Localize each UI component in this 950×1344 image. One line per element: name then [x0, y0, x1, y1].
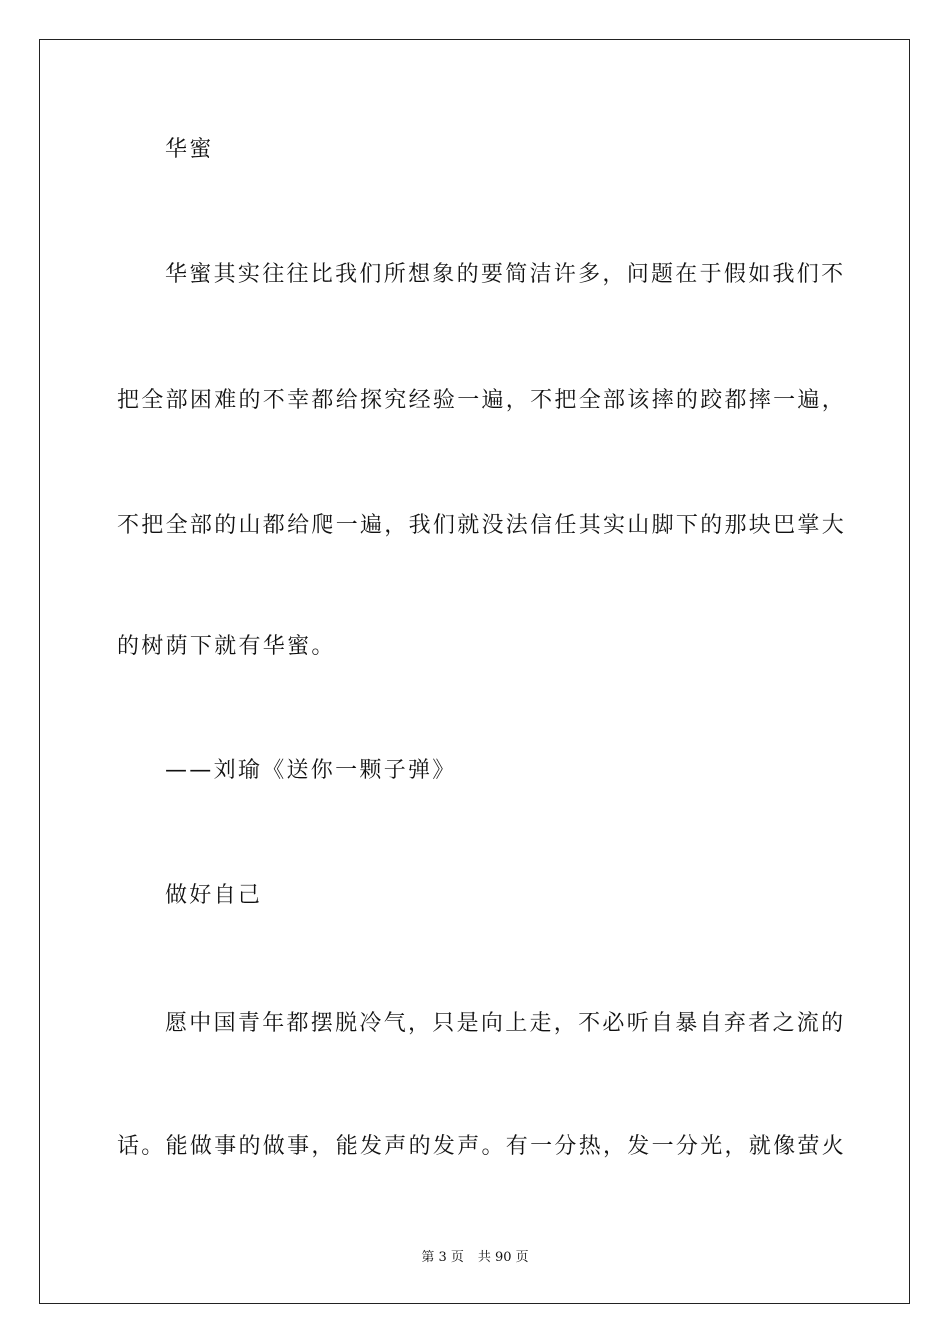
page-total: 共 90 页 [477, 1250, 529, 1265]
page-footer [0, 1249, 950, 1267]
paragraph-line: 华蜜其实往往比我们所想象的要简洁许多，问题在于假如我们不 [165, 262, 846, 287]
paragraph-line: 的树荫下就有华蜜。 [117, 634, 336, 659]
quote-attribution: ——刘瑜《送你一颗子弹》 [165, 758, 457, 783]
paragraph-line: 不把全部的山都给爬一遍，我们就没法信任其实山脚下的那块巴掌大 [117, 513, 847, 538]
paragraph-line: 把全部困难的不幸都给探究经验一遍，不把全部该摔的跤都摔一遍， [117, 388, 847, 413]
paragraph-line: 话。能做事的做事，能发声的发声。有一分热，发一分光，就像萤火 [117, 1134, 847, 1159]
paragraph-line: 愿中国青年都摆脱冷气，只是向上走，不必听自暴自弃者之流的 [165, 1011, 846, 1036]
page-number: 第 3 页 [421, 1250, 464, 1265]
heading-be-yourself: 做好自己 [165, 883, 263, 908]
heading-happiness: 华蜜 [165, 137, 214, 162]
page-border [39, 39, 910, 1304]
